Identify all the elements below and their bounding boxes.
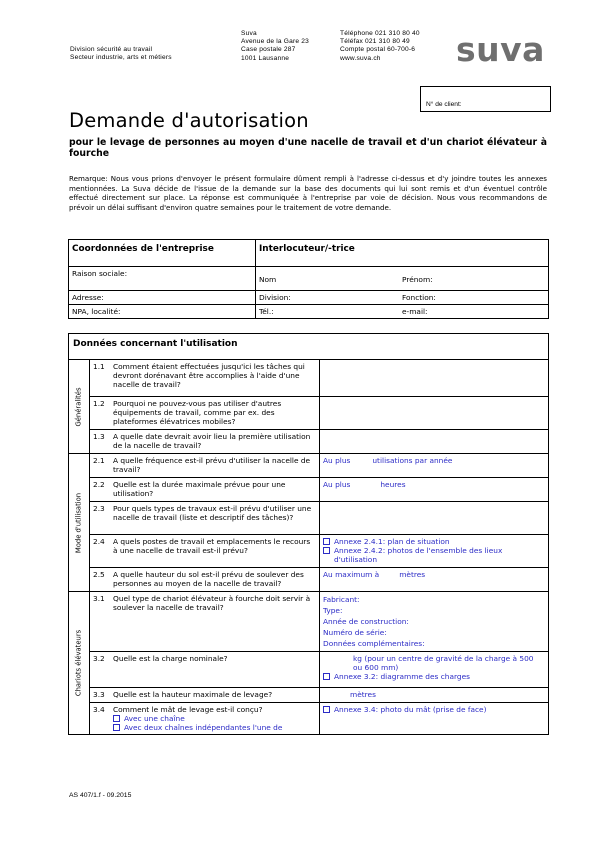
question-3-2: 3.2 Quelle est la charge nominale? — [90, 652, 320, 688]
contact-phone-row[interactable] — [256, 305, 549, 319]
address-line: Case postale 287 — [241, 46, 296, 54]
nominal-load-field[interactable]: kg (pour un centre de gravité de la charge à 500 ou 600 mm) — [353, 654, 534, 672]
answer-1-3[interactable] — [320, 430, 549, 454]
suva-address — [241, 30, 309, 63]
checkbox-icon — [113, 724, 120, 731]
usage-section-heading: Données concernant l'utilisation — [69, 334, 549, 360]
contact-firstname-label: Prénom: — [402, 275, 433, 284]
serial-label: Numéro de série: — [323, 628, 387, 637]
address-line: Suva — [241, 30, 257, 37]
company-name-label: Raison sociale: — [72, 269, 128, 278]
contact-phone-label: Tél.: — [259, 307, 274, 316]
address-line: Avenue de la Gare 23 — [241, 38, 310, 46]
checkbox-icon — [323, 706, 330, 713]
page-subtitle: pour le levage de personnes au moyen d'une nacelle de travail et d'un chariot élévateur à fourche — [69, 137, 547, 159]
company-address-label: Adresse: — [72, 293, 104, 302]
client-number-label: N° de client: — [426, 101, 462, 108]
contact-section-heading: Interlocuteur/-trice — [256, 240, 549, 267]
section-label-forklift: Chariots élévateurs — [69, 592, 90, 735]
answer-3-4 — [320, 703, 549, 735]
question-3-3: 3.3 Quelle est la hauteur maximale de levage? — [90, 688, 320, 703]
question-2-1: 2.1 A quelle fréquence est-il prévu d'utiliser la nacelle de travail? — [90, 454, 320, 478]
year-label: Année de construction: — [323, 617, 409, 626]
answer-2-3[interactable] — [320, 502, 549, 535]
address-line: 1001 Lausanne — [241, 54, 290, 62]
suva-contact — [340, 30, 420, 63]
question-2-4: 2.4 A quels postes de travail et emplacements le recours à une nacelle de travail est-il prévu? — [90, 535, 320, 568]
annex-2-4-1-checkbox[interactable]: Annexe 2.4.1: plan de situation — [323, 537, 545, 546]
answer-2-1[interactable]: Au plus utilisations par année — [320, 454, 549, 478]
double-chain-option[interactable]: Avec deux chaînes indépendantes l'une de — [93, 723, 316, 732]
question-1-1: 1.1 Comment étaient effectuées jusqu'ici les tâches qui devront dorénavant être accomplies à l'aide d'une nacelle de travail? — [90, 360, 320, 397]
company-section-heading: Coordonnées de l'entreprise — [69, 240, 256, 267]
checkbox-icon — [113, 715, 120, 722]
suva-logo: suva — [456, 30, 545, 69]
section-label-mode: Mode d'utilisation — [69, 454, 90, 592]
type-label: Type: — [323, 606, 343, 615]
section-label-general: Généralités — [69, 360, 90, 454]
contact-name-row[interactable] — [256, 267, 549, 291]
answer-3-3[interactable]: mètres — [320, 688, 549, 703]
company-locality-label: NPA, localité: — [72, 307, 121, 316]
answer-2-4 — [320, 535, 549, 568]
question-2-3: 2.3 Pour quels types de travaux est-il prévu d'utiliser une nacelle de travail (liste et descriptif des tâches)? — [90, 502, 320, 535]
answer-2-5[interactable]: Au maximum à mètres — [320, 568, 549, 592]
contact-line: Téléphone 021 310 80 40 — [340, 30, 420, 37]
question-3-1: 3.1 Quel type de chariot élévateur à fourche doit servir à soulever la nacelle de travail? — [90, 592, 320, 652]
client-number-field[interactable] — [420, 86, 551, 112]
question-2-2: 2.2 Quelle est la durée maximale prévue pour une utilisation? — [90, 478, 320, 502]
contact-email-label: e-mail: — [402, 307, 428, 316]
usage-table — [68, 333, 549, 735]
annex-3-4-checkbox[interactable]: Annexe 3.4: photo du mât (prise de face) — [323, 705, 545, 714]
question-2-5: 2.5 A quelle hauteur du sol est-il prévu de soulever des personnes au moyen de la nacelle de travail? — [90, 568, 320, 592]
question-3-4: 3.4 Comment le mât de levage est-il conçu? Avec une chaîne Avec deux chaînes indépendantes l'une de — [90, 703, 320, 735]
checkbox-icon — [323, 673, 330, 680]
answer-2-2[interactable]: Au plus heures — [320, 478, 549, 502]
division-line: Secteur industrie, arts et métiers — [70, 54, 172, 62]
contact-line: Téléfax 021 310 80 49 — [340, 38, 410, 46]
contact-division-row[interactable] — [256, 291, 549, 305]
answer-1-1[interactable] — [320, 360, 549, 397]
answer-3-1[interactable] — [320, 592, 549, 652]
contact-lastname-label: Nom — [259, 275, 277, 284]
form-reference: AS 407/1.f - 09.2015 — [69, 792, 132, 799]
page-title: Demande d'autorisation — [69, 109, 309, 132]
division-line: Division sécurité au travail — [70, 46, 153, 53]
contact-line: Compte postal 60-700-6 — [340, 46, 416, 54]
manufacturer-label: Fabricant: — [323, 595, 360, 604]
remark-text: Remarque: Nous vous prions d'envoyer le présent formulaire dûment rempli à l'adresse ci-dessus et d'y joindre toutes les annexes mentionnées. La Suva décide de l'issue de la demande sur la base des documents qui lui sont remis et d'un éventuel contrôle effectué directement sur place. La réponse est communiquée à l'entreprise par voie de décision. Nous vous recommandons de prévoir un délai suffisant d'environ quatre semaines pour le traitement de votre demande. — [69, 174, 547, 212]
division-info — [70, 46, 172, 62]
answer-1-2[interactable] — [320, 397, 549, 430]
annex-3-2-checkbox[interactable]: Annexe 3.2: diagramme des charges — [323, 672, 545, 681]
contact-division-label: Division: — [259, 293, 291, 302]
annex-2-4-2-checkbox[interactable]: Annexe 2.4.2: photos de l'ensemble des lieux d'utilisation — [323, 546, 545, 564]
company-name-field[interactable] — [69, 267, 256, 291]
checkbox-icon — [323, 547, 330, 554]
contact-function-label: Fonction: — [402, 293, 436, 302]
company-contact-table — [68, 239, 549, 319]
extra-data-label: Données complémentaires: — [323, 639, 425, 648]
company-locality-field[interactable] — [69, 305, 256, 319]
question-1-3: 1.3 A quelle date devrait avoir lieu la première utilisation de la nacelle de travail? — [90, 430, 320, 454]
company-address-field[interactable] — [69, 291, 256, 305]
contact-line: www.suva.ch — [340, 54, 381, 62]
checkbox-icon — [323, 538, 330, 545]
question-1-2: 1.2 Pourquoi ne pouvez-vous pas utiliser d'autres équipements de travail, comme par ex. des plateformes élévatrices mobiles? — [90, 397, 320, 430]
single-chain-option[interactable]: Avec une chaîne — [93, 714, 316, 723]
answer-3-2 — [320, 652, 549, 688]
